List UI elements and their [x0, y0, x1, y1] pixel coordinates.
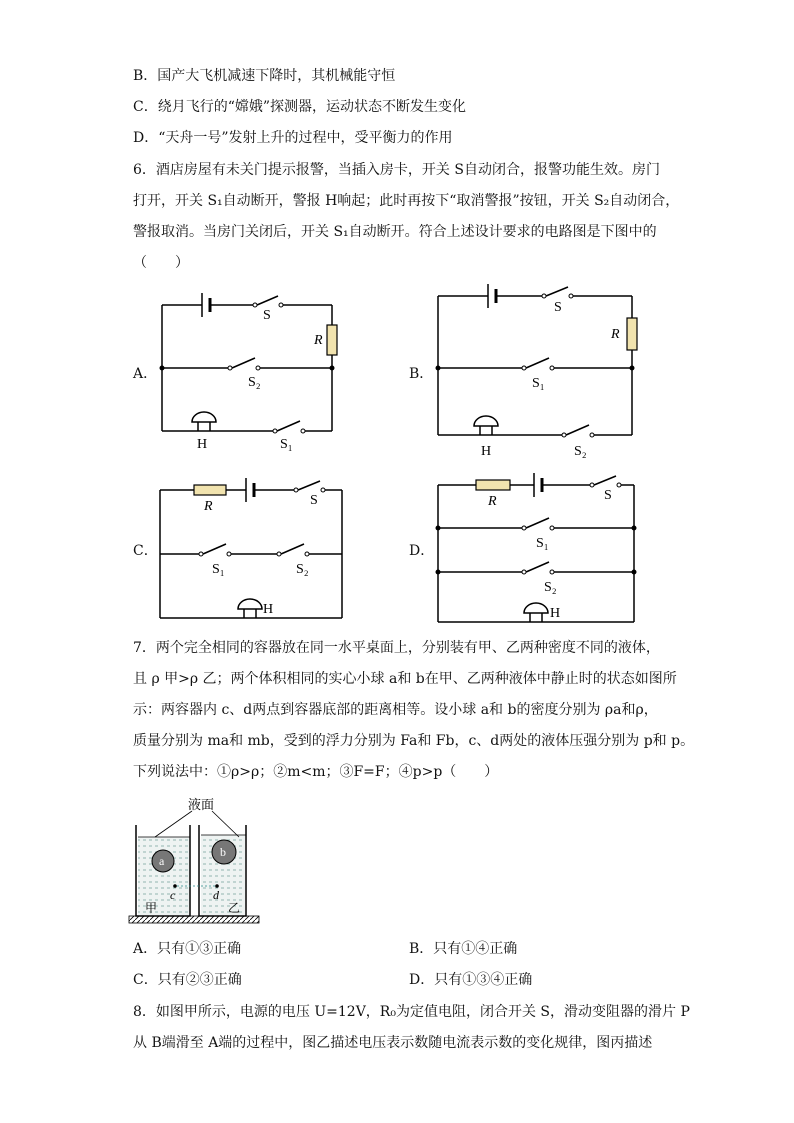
- q7-label-c: c: [170, 888, 176, 902]
- circuit-a-label-s: S: [263, 308, 271, 323]
- q7-option-c: C．只有②③正确: [133, 972, 242, 988]
- circuit-c-diagram: [148, 470, 358, 630]
- circuit-c-label-s2: S₂: [296, 562, 309, 577]
- circuit-d-diagram: [426, 465, 646, 635]
- q6-stem-line-3: 警报取消。当房门关闭后，开关 S₁自动断开。符合上述设计要求的电路图是下图中的: [133, 224, 657, 240]
- q7-label-ball-b: b: [220, 845, 226, 859]
- circuit-b-label-s1: S₁: [532, 376, 545, 391]
- q8-stem-line-2: 从 B端滑至 A端的过程中，图乙描述电压表示数随电流表示数的变化规律，图丙描述: [133, 1035, 653, 1051]
- q7-stem-line-2: 且 ρ 甲>ρ 乙；两个体积相同的实心小球 a和 b在甲、乙两种液体中静止时的状态如图所: [133, 671, 677, 687]
- circuit-a-label-h: H: [197, 437, 208, 452]
- q5-option-c: C．绕月飞行的“嫦娥”探测器，运动状态不断发生变化: [133, 99, 467, 115]
- circuit-c-label-r: R: [204, 499, 213, 514]
- q7-label-yi: 乙: [228, 901, 241, 915]
- circuit-b-label-r: R: [611, 327, 620, 342]
- q7-option-a: A．只有①③正确: [133, 941, 242, 957]
- circuit-d-label-r: R: [488, 494, 497, 509]
- q7-option-b: B．只有①④正确: [409, 941, 518, 957]
- q7-label-d: d: [213, 888, 219, 902]
- q6-label-c: C．: [133, 543, 158, 559]
- circuit-b-label-h: H: [481, 444, 492, 459]
- q6-stem-line-4: （ ）: [133, 255, 189, 271]
- q7-stem-line-5: 下列说法中：①ρ>ρ；②m<m；③F=F；④p>p（ ）: [133, 764, 499, 780]
- q6-stem-line-2: 打开，开关 S₁自动断开，警报 H响起；此时再按下“取消警报”按钮，开关 S₂自动闭合，: [133, 193, 680, 209]
- circuit-d-label-s2: S₂: [544, 580, 557, 595]
- circuit-c-label-h: H: [263, 602, 274, 617]
- circuit-d-label-s1: S₁: [536, 536, 549, 551]
- circuit-a-label-s1: S₁: [280, 437, 293, 452]
- circuit-a-label-s2: S₂: [248, 375, 261, 390]
- circuit-a-diagram: [150, 285, 350, 455]
- circuit-c-label-s1: S₁: [212, 562, 225, 577]
- q7-stem-line-3: 示：两容器内 c、d两点到容器底部的距离相等。设小球 a和 b的密度分别为 ρa和ρ，: [133, 702, 658, 718]
- q7-label-liquid-surface: 液面: [188, 797, 215, 812]
- q5-option-b: B．国产大飞机减速下降时，其机械能守恒: [133, 68, 396, 84]
- q6-label-d: D．: [409, 543, 435, 559]
- q5-option-d: D．“天舟一号”发射上升的过程中，受平衡力的作用: [133, 130, 453, 146]
- q7-stem-line-1: 7．两个完全相同的容器放在同一水平桌面上，分别装有甲、乙两种密度不同的液体，: [133, 640, 660, 656]
- q7-label-ball-a: a: [159, 854, 165, 868]
- circuit-d-label-h: H: [550, 606, 561, 621]
- circuit-b-label-s2: S₂: [574, 444, 587, 459]
- circuit-c-label-s: S: [310, 493, 318, 508]
- q8-stem-line-1: 8．如图甲所示，电源的电压 U=12V，R₀为定值电阻，闭合开关 S，滑动变阻器的滑片 P: [133, 1004, 690, 1020]
- q7-stem-line-4: 质量分别为 ma和 mb，受到的浮力分别为 Fa和 Fb，c、d两处的液体压强分别为 p和 p。: [133, 733, 695, 749]
- q7-containers-figure: [125, 795, 265, 930]
- circuit-b-diagram: [426, 280, 646, 460]
- circuit-d-label-s: S: [604, 488, 612, 503]
- q6-label-a: A．: [133, 366, 158, 382]
- q7-option-d: D．只有①③④正确: [409, 972, 533, 988]
- circuit-a-label-r: R: [314, 333, 323, 348]
- q6-stem-line-1: 6．酒店房屋有未关门提示报警，当插入房卡，开关 S自动闭合，报警功能生效。房门: [133, 162, 660, 178]
- q6-label-b: B．: [409, 366, 434, 382]
- q7-label-jia: 甲: [145, 901, 158, 915]
- circuit-b-label-s: S: [554, 300, 562, 315]
